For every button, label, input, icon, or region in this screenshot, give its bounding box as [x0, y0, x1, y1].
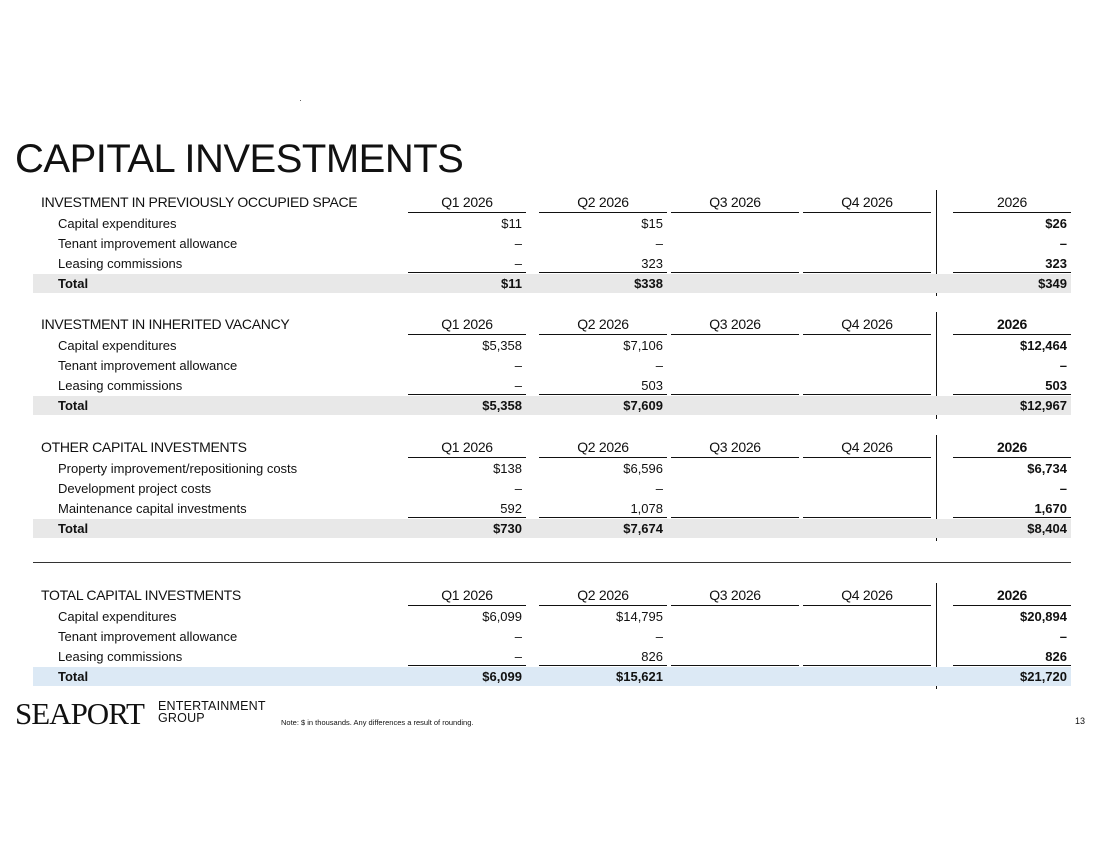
cell-q2: –	[655, 629, 663, 644]
cell-q3	[671, 254, 799, 273]
table-row	[33, 459, 1071, 479]
cell-q4	[803, 376, 931, 395]
section-title: INVESTMENT IN INHERITED VACANCY	[41, 316, 290, 332]
cell-q3	[671, 499, 799, 518]
footnote: Note: $ in thousands. Any differences a result of rounding.	[281, 718, 474, 727]
total-label: Total	[58, 398, 89, 413]
column-header-q1: Q1 2026	[408, 314, 526, 335]
column-header-q4: Q4 2026	[803, 585, 931, 606]
cell-year: –	[1059, 236, 1067, 251]
column-header-q2: Q2 2026	[539, 585, 667, 606]
column-header-q1: Q1 2026	[408, 192, 526, 213]
row-label: Leasing commissions	[58, 256, 183, 271]
total-row	[33, 274, 1071, 293]
section-header-row	[33, 583, 1071, 607]
column-header-year: 2026	[953, 314, 1071, 335]
cell-year: 826	[953, 647, 1071, 666]
row-label: Property improvement/repositioning costs	[58, 461, 298, 476]
cell-q1: –	[514, 629, 522, 644]
total-q1: $730	[493, 521, 522, 536]
cell-year: $26	[1045, 216, 1067, 231]
section-inherited-vacancy	[33, 312, 1071, 415]
cell-q1: –	[408, 647, 526, 666]
cell-q3	[671, 647, 799, 666]
column-header-q3: Q3 2026	[671, 437, 799, 458]
total-q2: $15,621	[616, 669, 663, 684]
table-row	[33, 254, 1071, 274]
section-title: OTHER CAPITAL INVESTMENTS	[41, 439, 247, 455]
total-year: $12,967	[1020, 398, 1067, 413]
row-label: Development project costs	[58, 481, 212, 496]
total-row	[33, 396, 1071, 415]
total-label: Total	[58, 276, 89, 291]
section-header-row	[33, 190, 1071, 214]
cell-year: 323	[953, 254, 1071, 273]
column-header-year: 2026	[953, 437, 1071, 458]
cell-year: 503	[953, 376, 1071, 395]
total-year: $21,720	[1020, 669, 1067, 684]
cell-q1: $6,099	[482, 609, 522, 624]
total-q2: $7,674	[623, 521, 663, 536]
column-header-q4: Q4 2026	[803, 192, 931, 213]
cell-q1: –	[514, 236, 522, 251]
logo-subtitle-line1: ENTERTAINMENT	[158, 699, 266, 713]
section-separator	[33, 562, 1071, 563]
section-previously-occupied	[33, 190, 1071, 293]
total-q2: $7,609	[623, 398, 663, 413]
page-number: 13	[1074, 716, 1085, 726]
cell-q2: 503	[539, 376, 667, 395]
total-label: Total	[58, 521, 89, 536]
cell-year: 1,670	[953, 499, 1071, 518]
section-header-row	[33, 312, 1071, 336]
logo-subtitle-line2: GROUP	[158, 711, 205, 725]
cell-q2: $15	[641, 216, 663, 231]
table-row	[33, 356, 1071, 376]
row-label: Leasing commissions	[58, 378, 183, 393]
total-year: $349	[1038, 276, 1067, 291]
section-title: INVESTMENT IN PREVIOUSLY OCCUPIED SPACE	[41, 194, 358, 210]
cell-q1: $5,358	[482, 338, 522, 353]
table-row	[33, 479, 1071, 499]
column-header-q3: Q3 2026	[671, 585, 799, 606]
section-title: TOTAL CAPITAL INVESTMENTS	[41, 587, 241, 603]
row-label: Tenant improvement allowance	[58, 236, 238, 251]
section-header-row	[33, 435, 1071, 459]
cell-q2: 826	[539, 647, 667, 666]
page-title: CAPITAL INVESTMENTS	[15, 137, 464, 181]
total-q2: $338	[634, 276, 663, 291]
seaport-logo: SEAPORT	[15, 696, 144, 731]
column-header-q4: Q4 2026	[803, 437, 931, 458]
cell-year: –	[1059, 358, 1067, 373]
table-row	[33, 376, 1071, 396]
footer	[15, 697, 1085, 737]
cell-q2: $14,795	[616, 609, 663, 624]
column-header-q2: Q2 2026	[539, 192, 667, 213]
cell-q2: $6,596	[623, 461, 663, 476]
column-header-year: 2026	[953, 585, 1071, 606]
column-header-q2: Q2 2026	[539, 437, 667, 458]
row-label: Capital expenditures	[58, 609, 177, 624]
cell-q1: $11	[501, 216, 522, 231]
column-header-q1: Q1 2026	[408, 585, 526, 606]
column-header-q3: Q3 2026	[671, 192, 799, 213]
cell-q2: –	[655, 358, 663, 373]
cell-q4	[803, 647, 931, 666]
cell-q1: $138	[493, 461, 522, 476]
cell-year: –	[1059, 481, 1067, 496]
cell-q2: –	[655, 481, 663, 496]
cell-q2: –	[655, 236, 663, 251]
cell-q4	[803, 499, 931, 518]
total-year: $8,404	[1027, 521, 1067, 536]
cell-q1: –	[514, 481, 522, 496]
total-q1: $5,358	[482, 398, 522, 413]
column-header-q3: Q3 2026	[671, 314, 799, 335]
cell-q1: –	[514, 358, 522, 373]
cell-year: $20,894	[1020, 609, 1067, 624]
section-other-capital	[33, 435, 1071, 538]
table-row	[33, 647, 1071, 667]
row-label: Tenant improvement allowance	[58, 358, 238, 373]
table-row	[33, 214, 1071, 234]
row-label: Leasing commissions	[58, 649, 183, 664]
cell-q1: –	[408, 376, 526, 395]
column-header-q1: Q1 2026	[408, 437, 526, 458]
cell-q2: 1,078	[539, 499, 667, 518]
table-row	[33, 234, 1071, 254]
row-label: Maintenance capital investments	[58, 501, 247, 516]
total-q1: $6,099	[482, 669, 522, 684]
cell-q4	[803, 254, 931, 273]
decorative-dot	[300, 100, 301, 101]
row-label: Capital expenditures	[58, 338, 177, 353]
total-q1: $11	[501, 276, 522, 291]
cell-q2: $7,106	[623, 338, 663, 353]
total-row	[33, 667, 1071, 686]
column-header-q2: Q2 2026	[539, 314, 667, 335]
section-total-capital	[33, 583, 1071, 686]
table-row	[33, 607, 1071, 627]
row-label: Tenant improvement allowance	[58, 629, 238, 644]
cell-q1: –	[408, 254, 526, 273]
cell-year: $6,734	[1027, 461, 1067, 476]
total-label: Total	[58, 669, 89, 684]
row-label: Capital expenditures	[58, 216, 177, 231]
logo-subtitle	[158, 700, 266, 724]
table-row	[33, 499, 1071, 519]
cell-year: $12,464	[1020, 338, 1067, 353]
column-header-q4: Q4 2026	[803, 314, 931, 335]
cell-q3	[671, 376, 799, 395]
cell-q2: 323	[539, 254, 667, 273]
total-row	[33, 519, 1071, 538]
table-row	[33, 336, 1071, 356]
column-header-year: 2026	[953, 192, 1071, 213]
cell-q1: 592	[408, 499, 526, 518]
cell-year: –	[1059, 629, 1067, 644]
table-row	[33, 627, 1071, 647]
